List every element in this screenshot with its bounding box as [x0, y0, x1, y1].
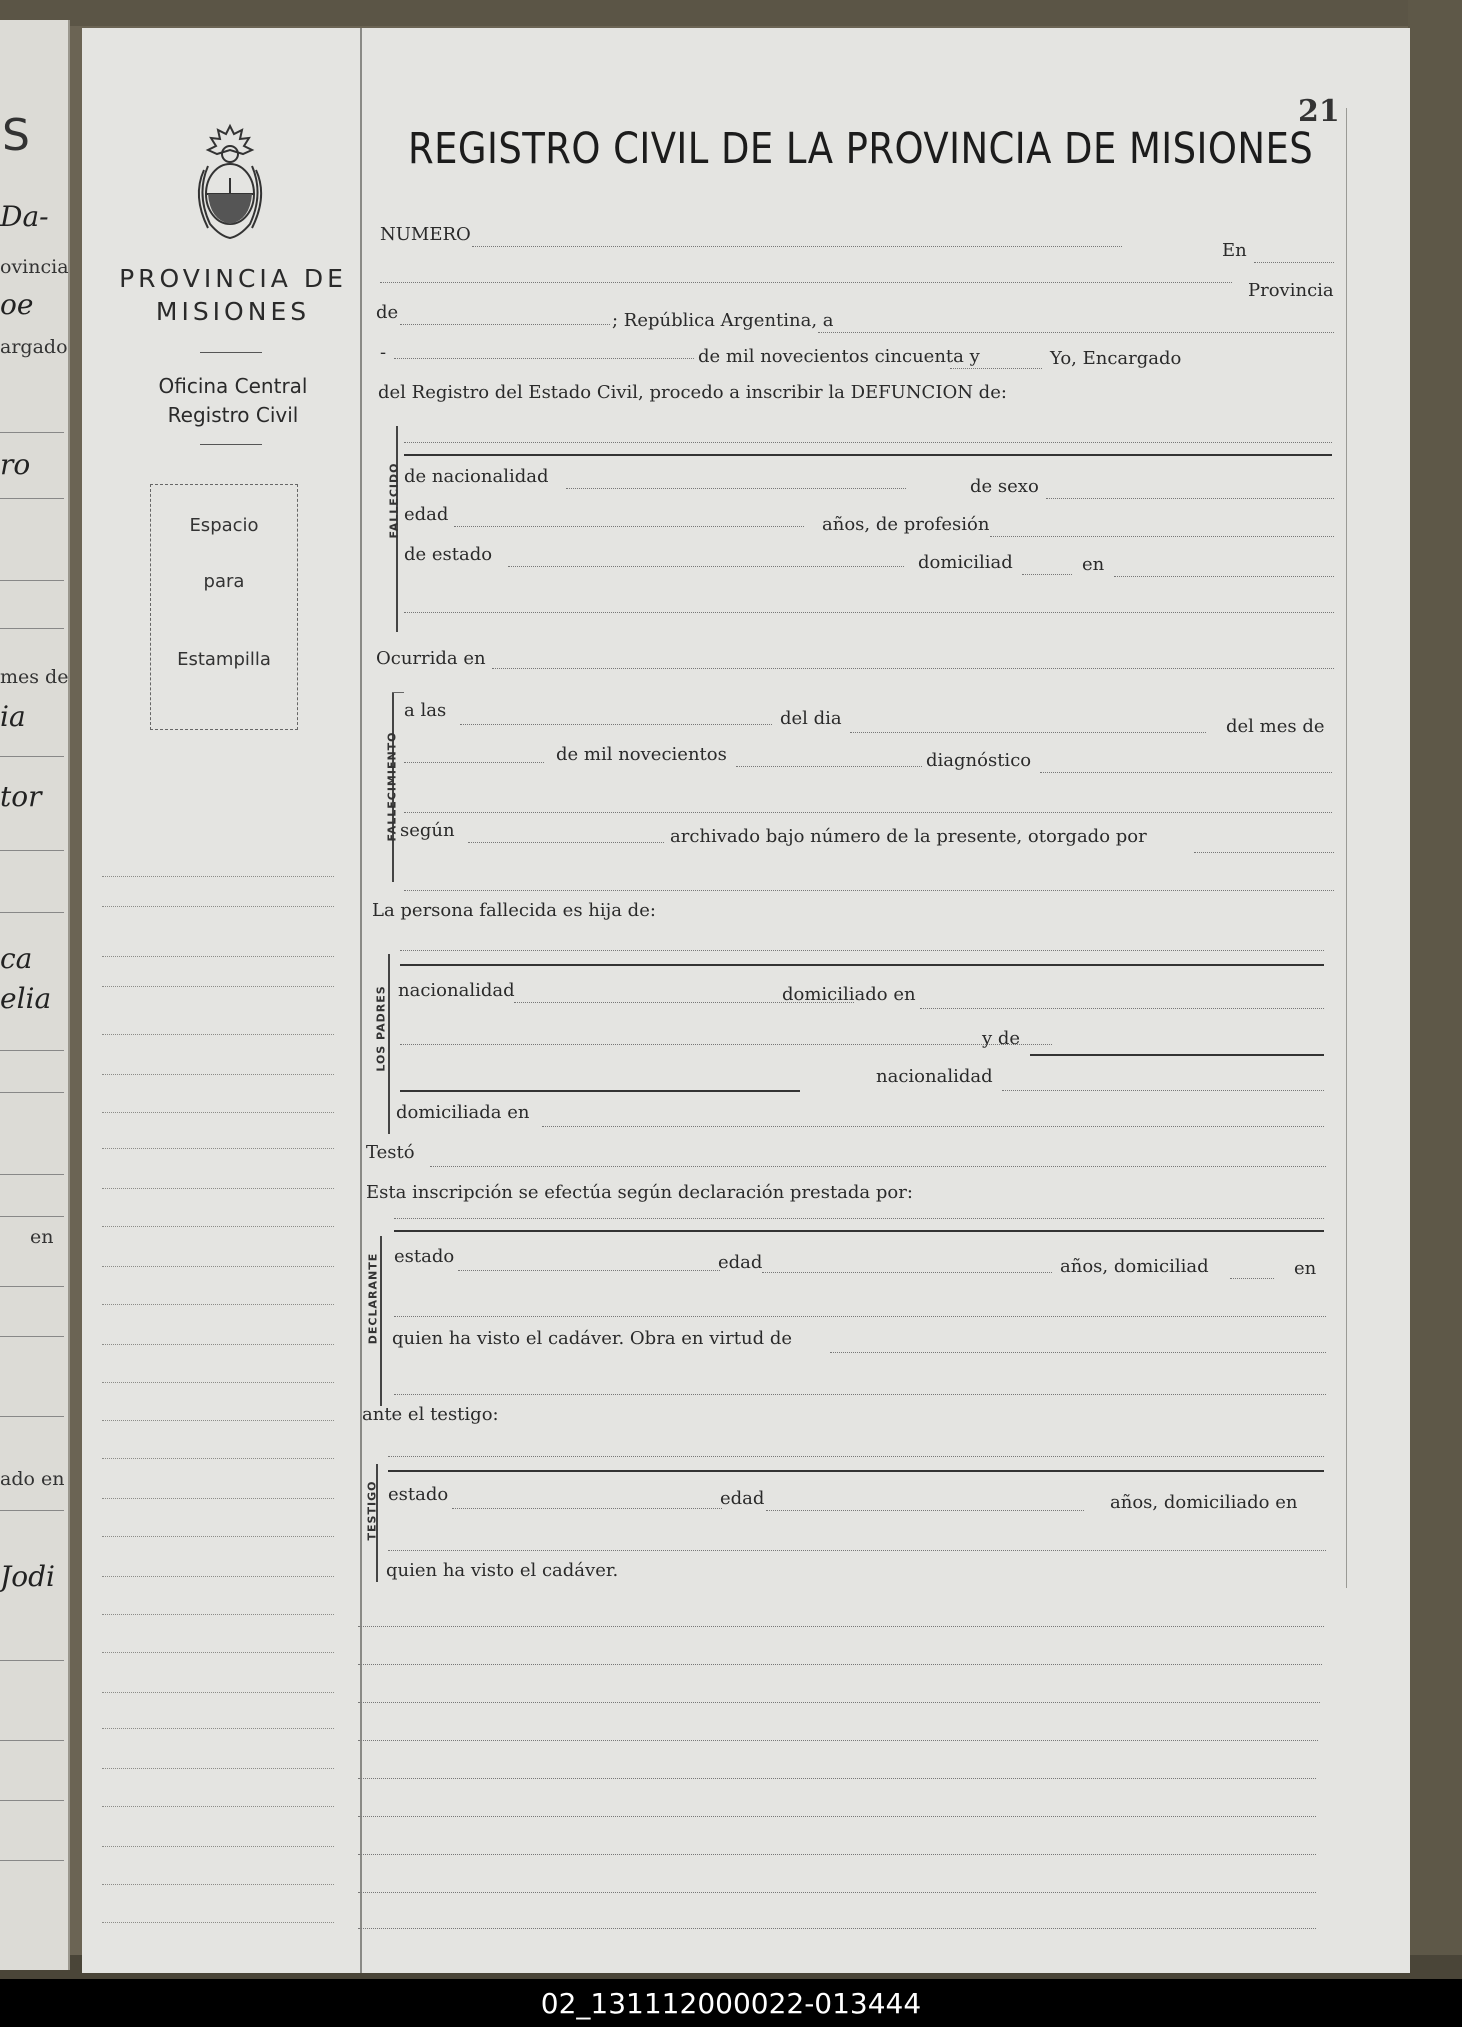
label-inscripcion: Esta inscripción se efectúa según declaración prestada por:: [366, 1182, 913, 1203]
label-provincia: Provincia: [1248, 280, 1334, 301]
field-anio-fallecimiento[interactable]: [736, 766, 922, 767]
argentina-coat-of-arms-icon: [190, 120, 270, 242]
image-id-label: 02_131112000022-013444: [540, 1986, 922, 2020]
field-estado-testigo[interactable]: [452, 1508, 722, 1509]
section-label-fallecimiento: FALLECIMIENTO: [385, 731, 399, 842]
label-de: de: [376, 302, 399, 323]
annotation-line[interactable]: [358, 1702, 1320, 1703]
section-label-padres: LOS PADRES: [374, 985, 388, 1072]
prev-text: en: [30, 1226, 54, 1248]
field-madre-2[interactable]: [400, 1090, 800, 1092]
field-edad-declarante[interactable]: [762, 1272, 1052, 1273]
label-segun: según: [400, 820, 455, 841]
label-ocurrida: Ocurrida en: [376, 648, 486, 669]
prev-handwriting: Jodi: [0, 1560, 55, 1593]
field-nacionalidad[interactable]: [566, 488, 906, 489]
stamp-space-box: [150, 484, 298, 730]
field-fecha[interactable]: [818, 332, 1334, 333]
right-margin-rule: [1346, 108, 1347, 1588]
field-diagnostico-2[interactable]: [404, 812, 1332, 813]
label-anios-declarante: años, domiciliad: [1060, 1256, 1209, 1277]
field-hora[interactable]: [460, 724, 772, 725]
field-otorgado-2[interactable]: [404, 890, 1334, 891]
field-en[interactable]: [1254, 262, 1334, 263]
field-domiciliad-declarante[interactable]: [1230, 1278, 1274, 1279]
label-ante-testigo: ante el testigo:: [362, 1404, 499, 1425]
label-en-fallecido: en: [1082, 554, 1105, 575]
label-en: En: [1222, 240, 1247, 261]
label-testo: Testó: [366, 1142, 415, 1163]
field-domicilio-declarante[interactable]: [394, 1316, 1326, 1317]
stamp-label-2: para: [203, 571, 245, 592]
field-domicilio-padre-2[interactable]: [400, 1044, 1052, 1045]
field-de[interactable]: [400, 324, 610, 325]
field-numero[interactable]: [472, 246, 1122, 247]
label-domiciliad: domiciliad: [918, 552, 1013, 573]
field-sexo[interactable]: [1046, 498, 1334, 499]
field-domicilio-madre[interactable]: [542, 1126, 1324, 1127]
label-nacionalidad: de nacionalidad: [404, 466, 549, 487]
prev-handwriting: elia: [0, 982, 52, 1015]
left-margin-column: [82, 28, 362, 1973]
solid-line: [394, 1230, 1324, 1232]
field-diagnostico[interactable]: [1040, 772, 1332, 773]
label-edad-testigo: edad: [720, 1488, 765, 1509]
field-domicilio-padre[interactable]: [920, 1008, 1324, 1009]
image-id-bar: [0, 1979, 1462, 2027]
prev-handwriting: tor: [0, 780, 42, 813]
label-hija-de: La persona fallecida es hija de:: [372, 900, 656, 921]
declarante-bracket: [380, 1236, 382, 1406]
field-segun[interactable]: [468, 842, 664, 843]
label-republica: ; República Argentina, a: [612, 310, 834, 331]
label-registro: del Registro del Estado Civil, procedo a inscribir la DEFUNCION de:: [378, 382, 1007, 403]
label-edad-declarante: edad: [718, 1252, 763, 1273]
label-anios-testigo: años, domiciliado en: [1110, 1492, 1298, 1513]
field-mes[interactable]: [404, 762, 544, 763]
label-domiciliada: domiciliada en: [396, 1102, 530, 1123]
previous-page-edge: [0, 20, 70, 1970]
prev-handwriting: oe: [0, 288, 34, 321]
label-yo-encargado: Yo, Encargado: [1050, 348, 1182, 369]
field-obra-en-virtud[interactable]: [830, 1352, 1326, 1353]
label-mil-novecientos-2: de mil novecientos: [556, 744, 727, 765]
prev-text: ado en: [0, 1468, 65, 1490]
label-estado-testigo: estado: [388, 1484, 449, 1505]
field-testigo[interactable]: [388, 1456, 1324, 1457]
section-label-testigo: TESTIGO: [365, 1480, 379, 1541]
page-number: 21: [1298, 94, 1340, 129]
field-domicilio-2[interactable]: [404, 612, 1334, 613]
prev-handwriting: ro: [0, 448, 31, 481]
label-edad: edad: [404, 504, 449, 525]
annotation-line[interactable]: [358, 1928, 1316, 1929]
field-dia-fallecimiento[interactable]: [850, 732, 1206, 733]
annotation-line[interactable]: [358, 1892, 1316, 1893]
section-label-fallecido: FALLECIDO: [387, 462, 401, 539]
solid-line: [388, 1470, 1324, 1472]
field-nacionalidad-madre[interactable]: [1002, 1090, 1324, 1091]
label-archivado: archivado bajo número de la presente, otorgado por: [670, 826, 1147, 847]
label-del-dia: del dia: [780, 708, 842, 729]
annotation-line[interactable]: [358, 1816, 1316, 1817]
province-name: PROVINCIA DE MISIONES: [119, 264, 347, 326]
field-otorgado-por[interactable]: [1194, 852, 1334, 853]
office-line-1: Oficina Central: [158, 374, 308, 398]
annotation-line[interactable]: [358, 1854, 1316, 1855]
prev-text: argado: [0, 336, 68, 358]
book-cover-top: [0, 0, 1462, 26]
label-mil-novecientos: de mil novecientos cincuenta y: [698, 346, 980, 367]
label-numero: NUMERO: [380, 224, 471, 245]
label-quien-testigo: quien ha visto el cadáver.: [386, 1560, 619, 1581]
field-domicilio-testigo[interactable]: [388, 1550, 1326, 1551]
prev-handwriting: Da-: [0, 200, 49, 233]
label-quien-declarante: quien ha visto el cadáver. Obra en virtud de: [392, 1328, 793, 1349]
label-a-las: a las: [404, 700, 447, 721]
solid-line: [404, 454, 1332, 456]
book-cover-right: [1408, 0, 1462, 1979]
label-en-declarante: en: [1294, 1258, 1317, 1279]
field-edad-testigo[interactable]: [766, 1510, 1084, 1511]
label-del-mes: del mes de: [1226, 716, 1325, 737]
label-domiciliado-padre: domiciliado en: [782, 984, 916, 1005]
label-dash: -: [380, 342, 387, 363]
padres-bracket: [388, 954, 390, 1134]
field-dia[interactable]: [394, 358, 694, 359]
field-place[interactable]: [380, 282, 1232, 283]
register-title: REGISTRO CIVIL DE LA PROVINCIA DE MISIONES: [408, 124, 1314, 174]
field-domiciliad[interactable]: [1022, 574, 1072, 575]
solid-line: [400, 964, 1324, 966]
prev-text: ovincia: [0, 256, 69, 278]
label-nacionalidad-padre: nacionalidad: [398, 980, 515, 1001]
death-record-form: [82, 28, 1410, 1973]
field-estado[interactable]: [508, 566, 904, 567]
stamp-label-1: Espacio: [189, 515, 259, 536]
field-domicilio[interactable]: [1114, 576, 1334, 577]
label-profesion: años, de profesión: [822, 514, 990, 535]
annotation-line[interactable]: [358, 1778, 1316, 1779]
section-label-declarante: DECLARANTE: [366, 1252, 380, 1345]
prev-handwriting: ca: [0, 942, 33, 975]
annotation-line[interactable]: [358, 1626, 1324, 1627]
label-y-de: y de: [982, 1028, 1021, 1049]
field-testo[interactable]: [430, 1166, 1326, 1167]
label-estado: de estado: [404, 544, 493, 565]
label-estado-declarante: estado: [394, 1246, 455, 1267]
field-nombre-fallecido[interactable]: [404, 442, 1332, 443]
office-name: [102, 372, 364, 430]
prev-text: mes de: [0, 666, 69, 688]
prev-text: S: [2, 110, 30, 161]
label-nacionalidad-madre: nacionalidad: [876, 1066, 993, 1087]
field-madre[interactable]: [1030, 1054, 1324, 1056]
label-diagnostico: diagnóstico: [926, 750, 1032, 771]
field-declarante[interactable]: [394, 1218, 1324, 1219]
field-anio[interactable]: [950, 368, 1042, 369]
label-sexo: de sexo: [970, 476, 1039, 497]
annotation-line[interactable]: [358, 1740, 1318, 1741]
prev-handwriting: ia: [0, 700, 26, 733]
field-obra-2[interactable]: [394, 1394, 1326, 1395]
field-profesion[interactable]: [990, 536, 1334, 537]
stamp-label-3: Estampilla: [177, 649, 271, 670]
field-padre[interactable]: [400, 950, 1324, 951]
office-line-2: Registro Civil: [167, 403, 299, 427]
field-ocurrida[interactable]: [492, 668, 1334, 669]
field-estado-declarante[interactable]: [458, 1270, 720, 1271]
annotation-line[interactable]: [358, 1664, 1322, 1665]
field-edad[interactable]: [454, 526, 804, 527]
